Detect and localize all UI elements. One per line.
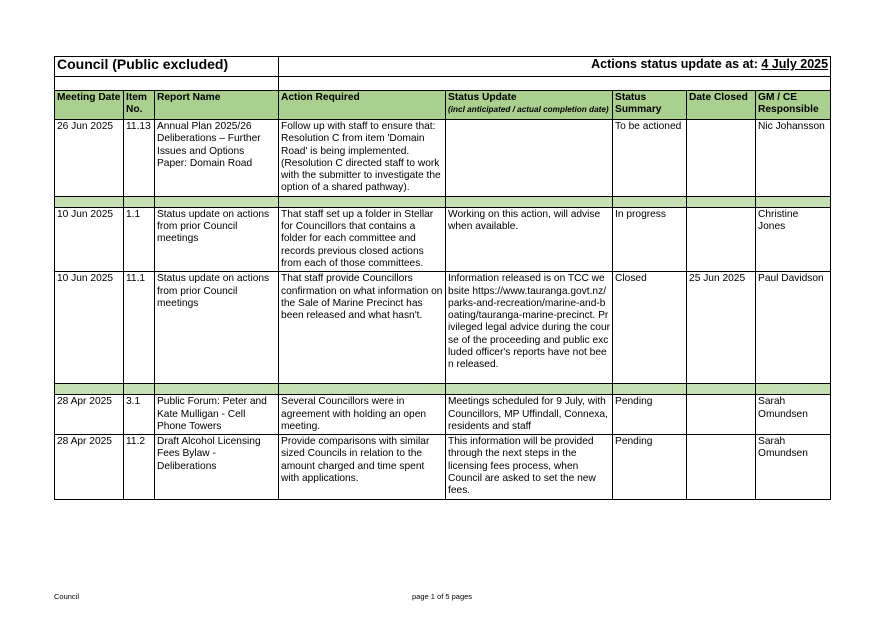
header-report-name: Report Name <box>155 91 279 120</box>
cell-report-name: Status update on actions from prior Council meetings <box>155 207 279 271</box>
cell-item-no: 11.1 <box>124 272 155 384</box>
cell-item-no: 11.13 <box>124 120 155 197</box>
status-date-heading <box>446 57 831 77</box>
cell-action-required: Follow up with staff to ensure that: Resolution C from item 'Domain Road' is being implemented. (Resolution C directed staff to work with the submitter to investigate the option of a shared pathway). <box>279 120 446 197</box>
status-date: 4 July 2025 <box>761 57 829 71</box>
cell-item-no: 1.1 <box>124 207 155 271</box>
cell-date-closed: 25 Jun 2025 <box>687 272 756 384</box>
header-status-update-label: Status Update <box>448 92 517 103</box>
cell-meeting-date: 26 Jun 2025 <box>55 120 124 197</box>
cell-action-required: That staff set up a folder in Stellar for Councillors that contains a folder for each committee and records previous closed actions from each of those committees. <box>279 207 446 271</box>
cell-status-summary: In progress <box>613 207 687 271</box>
cell-status-update: Meetings scheduled for 9 July, with Councillors, MP Uffindall, Connexa, residents and staff <box>446 395 613 435</box>
cell-date-closed <box>687 120 756 197</box>
cell-action-required: Provide comparisons with similar sized Councils in relation to the amount charged and time spent with applications. <box>279 435 446 499</box>
header-date-closed: Date Closed <box>687 91 756 120</box>
header-row <box>55 91 831 120</box>
cell-action-required: Several Councillors were in agreement with holding an open meeting. <box>279 395 446 435</box>
cell-item-no: 11.2 <box>124 435 155 499</box>
footer-label: Council <box>54 592 80 601</box>
header-meeting-date: Meeting Date <box>55 91 124 120</box>
header-action-required: Action Required <box>279 91 446 120</box>
cell-report-name: Status update on actions from prior Council meetings <box>155 272 279 384</box>
table-row <box>55 395 831 435</box>
cell-meeting-date: 10 Jun 2025 <box>55 272 124 384</box>
cell-meeting-date: 10 Jun 2025 <box>55 207 124 271</box>
group-separator <box>55 384 831 395</box>
cell-meeting-date: 28 Apr 2025 <box>55 435 124 499</box>
spacer-cell <box>279 77 446 91</box>
cell-status-update <box>446 120 613 197</box>
header-status-update <box>446 91 613 120</box>
spacer-row <box>55 77 831 91</box>
cell-status-summary: Pending <box>613 395 687 435</box>
cell-report-name: Annual Plan 2025/26 Deliberations – Further Issues and Options Paper: Domain Road <box>155 120 279 197</box>
title-blank-cell <box>279 57 446 77</box>
table-row <box>55 207 831 271</box>
group-separator <box>55 196 831 207</box>
header-status-summary: Status Summary <box>613 91 687 120</box>
title-row <box>55 57 831 77</box>
table-row <box>55 435 831 499</box>
cell-report-name: Draft Alcohol Licensing Fees Bylaw - Deliberations <box>155 435 279 499</box>
header-item-no: Item No. <box>124 91 155 120</box>
cell-action-required: That staff provide Councillors confirmation on what information on the Sale of Marine Precinct has been released and what hasn't. <box>279 272 446 384</box>
table-title: Council (Public excluded) <box>55 57 279 77</box>
header-status-update-sub: (incl anticipated / actual completion date) <box>448 105 609 115</box>
cell-date-closed <box>687 395 756 435</box>
cell-report-name: Public Forum: Peter and Kate Mulligan - Cell Phone Towers <box>155 395 279 435</box>
spacer-cell <box>55 77 279 91</box>
cell-status-update: Working on this action, will advise when available. <box>446 207 613 271</box>
cell-date-closed <box>687 435 756 499</box>
cell-status-update: This information will be provided through the next steps in the licensing fees process, when Council are asked to set the new fees. <box>446 435 613 499</box>
actions-table <box>54 56 831 500</box>
cell-meeting-date: 28 Apr 2025 <box>55 395 124 435</box>
cell-responsible: Sarah Omundsen <box>756 395 831 435</box>
cell-status-update: Information released is on TCC website https://www.tauranga.govt.nz/parks-and-recreation/marine-and-boating/tauranga-marine-precinct. Privileged legal advice during the course of the proceeding and public excluded officer's reports have not been released. <box>446 272 613 384</box>
header-responsible: GM / CE Responsible <box>756 91 831 120</box>
status-date-prefix: Actions status update as at: <box>591 57 762 71</box>
cell-status-summary: To be actioned <box>613 120 687 197</box>
spacer-cell <box>446 77 831 91</box>
cell-responsible: Christine Jones <box>756 207 831 271</box>
cell-responsible: Nic Johansson <box>756 120 831 197</box>
table-row <box>55 120 831 197</box>
cell-responsible: Sarah Omundsen <box>756 435 831 499</box>
table-row <box>55 272 831 384</box>
page-number: page 1 of 5 pages <box>412 592 473 601</box>
cell-status-summary: Closed <box>613 272 687 384</box>
cell-responsible: Paul Davidson <box>756 272 831 384</box>
cell-date-closed <box>687 207 756 271</box>
cell-item-no: 3.1 <box>124 395 155 435</box>
cell-status-summary: Pending <box>613 435 687 499</box>
